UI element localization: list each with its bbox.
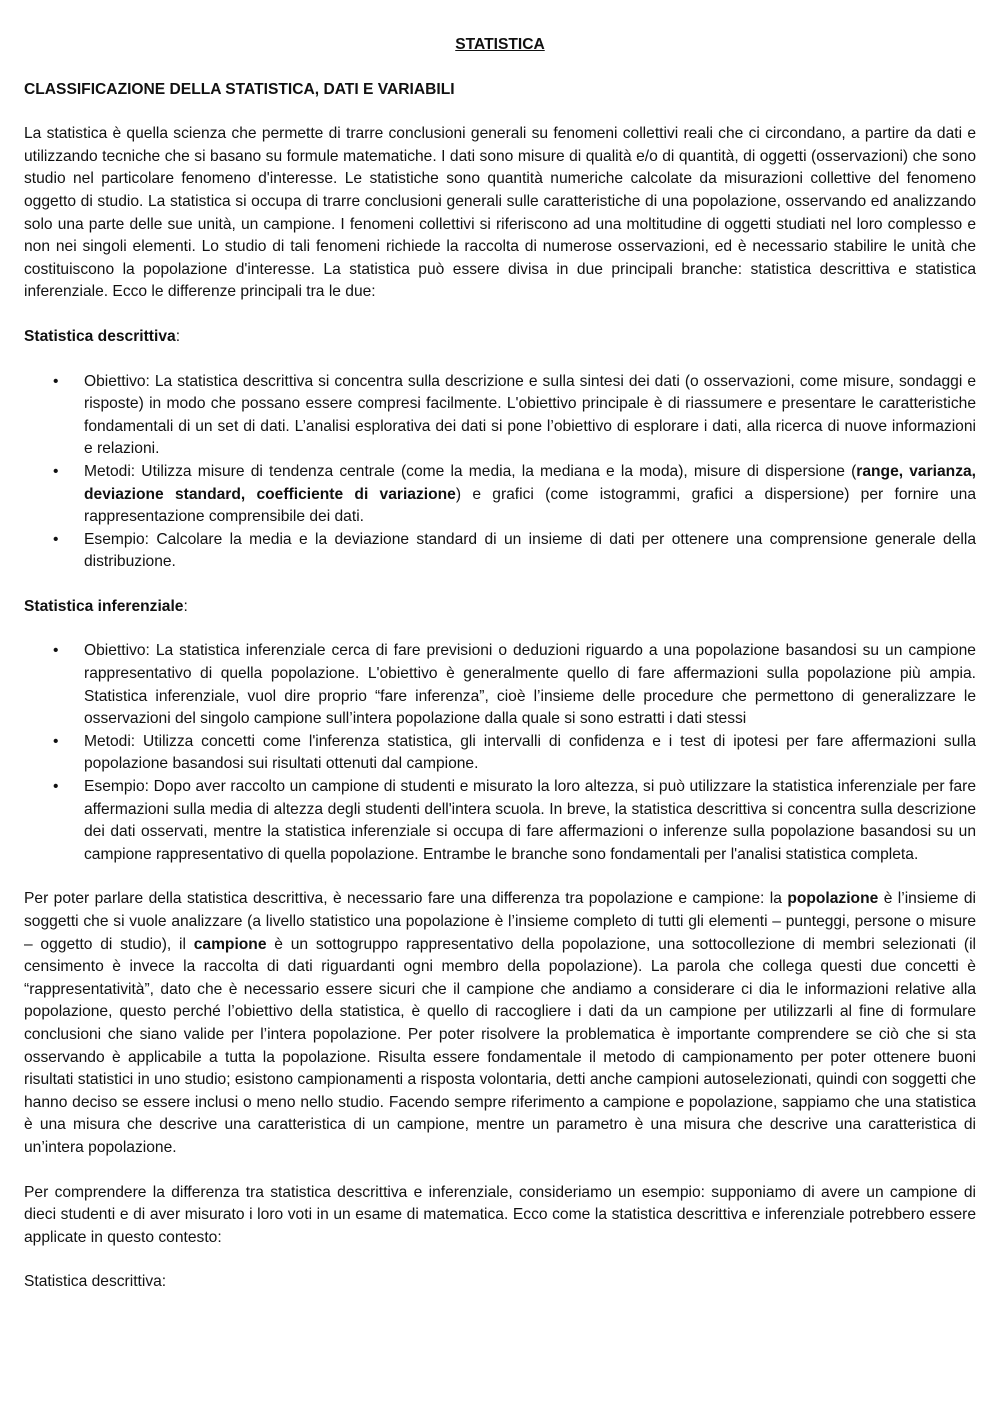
inferenziale-esempio: Esempio: Dopo aver raccolto un campione di studenti e misurato la loro altezza, si può utilizzare la statistica inferenziale per fare affermazioni sulla media di altezza degli studenti dell'intera scuola. In breve, la statistica descrittiva si concentra sulla descrizione dei dati osservati, mentre la statistica inferenziale si occupa di fare affermazioni o inferenze sulla popolazione basandosi su un campione rappresentativo di quella popolazione. Entrambe le branche sono fondamentali per l'analisi statistica completa. [84, 778, 976, 863]
descrittiva-metodi-start: Metodi: Utilizza misure di tendenza centrale (come la media, la mediana e la moda), misure di dispersione ( [84, 462, 857, 480]
list-item [24, 731, 976, 776]
para1-campione-bold: campione [193, 935, 267, 953]
inferenziale-heading-label: Statistica inferenziale [24, 597, 184, 615]
esempio-paragraph: Per comprendere la differenza tra statistica descrittiva e inferenziale, consideriamo un esempio: supponiamo di avere un campione di dieci studenti e di aver misurato i loro voti in un esame di matematica. Ecco come la statistica descrittiva e inferenziale potrebbero essere applicate in questo contesto: [24, 1183, 976, 1246]
para1-popolazione-bold: popolazione [787, 890, 879, 908]
para1-part-a: Per poter parlare della statistica descrittiva, è necessario fare una differenza tra popolazione e campione: la [24, 890, 788, 908]
descrittiva-heading-colon: : [175, 327, 181, 345]
bullet-icon: • [53, 372, 59, 390]
bullet-icon: • [53, 642, 59, 660]
inferenziale-list [24, 640, 976, 866]
descrittiva-heading-label: Statistica descrittiva [24, 327, 176, 345]
document-page [24, 34, 976, 1294]
inferenziale-metodi: Metodi: Utilizza concetti come l'inferenza statistica, gli intervalli di confidenza e i test di ipotesi per fare affermazioni sulla popolazione basandosi sui risultati ottenuti dal campione. [84, 732, 976, 773]
descrittiva-heading [24, 326, 976, 349]
bullet-icon: • [53, 530, 59, 548]
closing-label: Statistica descrittiva: [24, 1273, 167, 1291]
para1-part-c: è un sottogruppo rappresentativo della popolazione, una sottocollezione di membri selezionati (il censimento è invece la raccolta di dati riguardanti ogni membro della popolazione). La parola che collega questi due concetti è “rappresentatività”, dato che è necessario essere sicuri che il campione che andiamo a considerare ci dia le informazioni relative alla popolazione, questo perché l’obiettivo della statistica, è quello di raccogliere i dati da un campione per utilizzarli al fine di formulare conclusioni che siano valide per l’intera popolazione. Per poter risolvere la problematica è importante comprendere se ciò che si sta osservando è applicabile a tutta la popolazione. Risulta essere fondamentale il metodo di campionamento per poter ottenere buoni risultati statistici in uno studio; esistono campionamenti a risposta volontaria, detti anche campioni autoselezionati, quindi con soggetti che hanno deciso se essere inclusi o meno nello studio. Facendo sempre riferimento a campione e popolazione, sappiamo che una statistica è una misura che descrive una caratteristica di un campione, mentre un parametro è una misura che descrive una caratteristica di un’intera popolazione. [24, 935, 976, 1156]
bullet-icon: • [53, 778, 59, 796]
list-item [24, 461, 976, 529]
list-item [24, 371, 976, 461]
bullet-icon: • [53, 732, 59, 750]
inferenziale-heading-colon: : [183, 597, 188, 615]
list-item [24, 776, 976, 866]
descrittiva-metodi-bold: range, varianza, deviazione standard, coefficiente di variazione [84, 462, 976, 503]
document-title: STATISTICA [455, 36, 545, 53]
list-item [24, 529, 976, 574]
section-heading: CLASSIFICAZIONE DELLA STATISTICA, DATI E VARIABILI [24, 80, 455, 98]
descrittiva-metodi-end: ) e grafici (come istogrammi, grafici a dispersione) per fornire una rappresentazione comprensibile dei dati. [84, 485, 976, 526]
descrittiva-obiettivo: Obiettivo: La statistica descrittiva si concentra sulla descrizione e sulla sintesi dei dati (o osservazioni, come misure, sondaggi e risposte) in modo che possano essere compresi facilmente. L'obiettivo principale è di riassumere e presentare le caratteristiche fondamentali di un set di dati. L’analisi esplorativa dei dati si pone l’obiettivo di esplorare i dati, alla ricerca di nuove informazioni e relazioni. [84, 372, 976, 458]
inferenziale-heading [24, 596, 976, 619]
popolazione-campione-paragraph [24, 888, 976, 1159]
bullet-icon: • [53, 462, 59, 480]
inferenziale-obiettivo: Obiettivo: La statistica inferenziale cerca di fare previsioni o deduzioni riguardo a una popolazione basandosi su un campione rappresentativo di quella popolazione. L'obiettivo è generalmente quello di fare affermazioni sulla popolazione più ampia. Statistica inferenziale, vuol dire proprio “fare inferenza”, cioè l’insieme delle procedure che permettono di generalizzare le osservazioni del singolo campione sull’intera popolazione dalla quale si sono estratti i dati stessi [84, 642, 976, 728]
intro-paragraph: La statistica è quella scienza che permette di trarre conclusioni generali su fenomeni collettivi reali che ci circondano, a partire da dati e utilizzando tecniche che si basano su formule matematiche. I dati sono misure di qualità e/o di quantità, di oggetti (osservazioni) che sono studio nel particolare fenomeno d'interesse. Le statistiche sono quantità numeriche calcolate da misurazioni collettive del fenomeno oggetto di studio. La statistica si occupa di trarre conclusioni generali sulle caratteristiche di una popolazione, osservando ed analizzando solo una parte delle sue unità, un campione. I fenomeni collettivi si riferiscono ad una moltitudine di oggetti studiati nel loro complesso e non nei singoli elementi. Lo studio di tali fenomeni richiede la raccolta di numerose osservazioni, ed è necessario stabilire le unità che costituiscono la popolazione d'interesse. La statistica può essere divisa in due principali branche: statistica descrittiva e statistica inferenziale. Ecco le differenze principali tra le due: [24, 125, 976, 301]
para1-part-b: è l’insieme di soggetti che si vuole analizzare (a livello statistico una popolazione è l’insieme completo di tutti gli elementi – punteggi, persone o misure – oggetto di studio), il [24, 890, 976, 953]
descrittiva-esempio: Esempio: Calcolare la media e la deviazione standard di un insieme di dati per ottenere una comprensione generale della distribuzione. [84, 530, 976, 571]
list-item [24, 640, 976, 730]
descrittiva-list [24, 371, 976, 574]
